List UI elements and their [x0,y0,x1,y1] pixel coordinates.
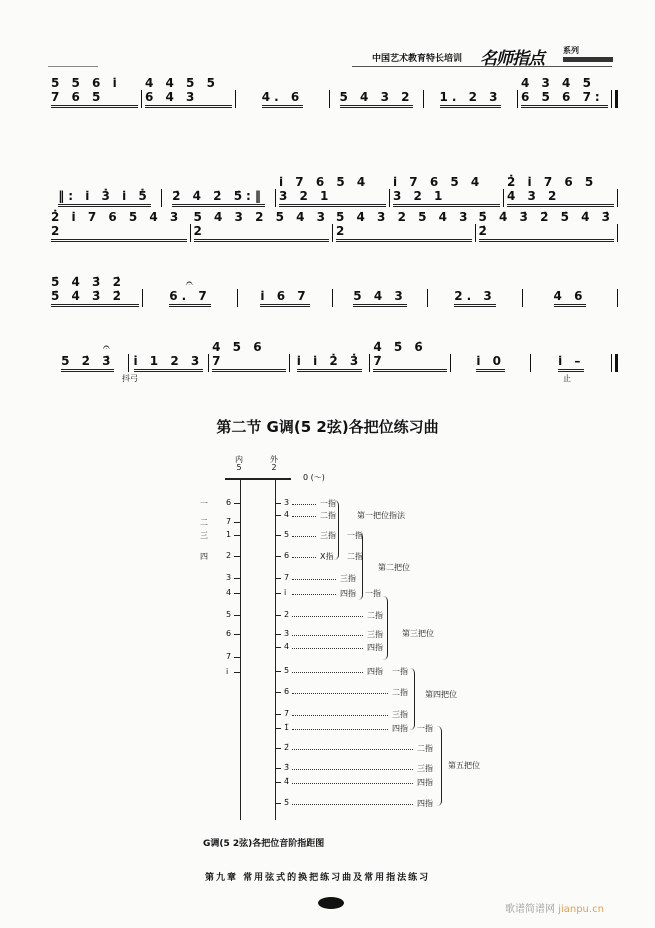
inner-note: 5 [226,610,232,619]
measure [48,76,141,108]
fret-tick [275,803,281,804]
measure [370,340,450,372]
position-brace [410,668,415,730]
outer-note: i̇ [284,588,287,597]
measure-notes: 5 4 3 2 5 4 3 2 [336,210,472,242]
section-title: 第二节 G调(5 2弦)各把位练习曲 [216,418,439,436]
measure-notes: 2̇ i̇ 7 6 5 4 3 2 [507,175,614,207]
measure-notes: 2. 3 [454,289,495,307]
fret-tick [275,782,281,783]
fret-tick [275,535,281,536]
dotted-guide [292,693,388,694]
watermark [505,900,604,915]
inner-tuning: 5 [236,463,242,472]
finger-label: 四指 [367,643,383,652]
finger-numeral: 四 [200,552,208,561]
outer-note: 6̇ [284,687,290,696]
fret-tick [275,692,281,693]
fret-tick [275,647,281,648]
inner-note: 6 [226,629,232,638]
measure-notes: i̇ 7 6 5 4 3 2 1 [279,175,386,207]
measure-notes: ‖: i̇ 3̇ i̇ 5̇ [58,189,150,207]
dotted-guide [292,804,413,805]
outer-note: 4̇ [284,642,290,651]
finger-label: 三指 [320,531,336,540]
measure-notes: 4 3 4 5 6 5 6 7: [521,76,608,108]
inner-note: 1 [226,530,232,539]
inner-note: 7 [226,517,232,526]
outer-note: 2̈ [284,743,290,752]
fret-tick [234,593,240,594]
chapter-footer: 第九章 常用弦式的换把练习曲及常用指法练习 [205,873,431,883]
position-brace [334,500,339,560]
inner-note: 7 [226,652,232,661]
measure-notes: 5 4 3 2 [340,90,414,108]
finger-label: 二指 [320,511,336,520]
outer-note: 3 [284,498,290,507]
measure-notes: i̇ 6 7 [260,289,309,307]
measure [333,210,475,242]
finger-label: 四指 [340,589,356,598]
measure [142,76,235,108]
measure [523,289,617,307]
measure [390,175,503,207]
dotted-guide [292,504,316,505]
measure-notes: 5 4 3 [353,289,406,307]
finger-label: 二指 [392,688,408,697]
end-bar-line [611,90,618,108]
dotted-guide [292,579,336,580]
end-bar-line [617,289,618,307]
dotted-guide [292,536,316,537]
outer-note: 4̈ [284,777,290,786]
outer-note: 7̇ [284,709,290,718]
measure-notes: 4. 6 [262,90,303,108]
position-label: 第一把位指法 [357,511,405,520]
finger-numeral: 一 [200,499,208,508]
dotted-guide [292,769,413,770]
inner-note: 4 [226,588,232,597]
measure [290,354,370,372]
measure-notes: i 1 2 3 [134,354,204,372]
measure [504,175,617,207]
dotted-guide [292,749,413,750]
fret-tick [234,556,240,557]
dotted-guide [292,557,316,558]
finger-label: 二指 [347,552,363,561]
outer-note: 2̇ [284,610,290,619]
outer-note: 7 [284,573,290,582]
outer-note: 4 [284,510,290,519]
outer-note: 5̈ [284,798,290,807]
inner-string-header [235,456,243,472]
fret-tick [234,578,240,579]
fret-tick [275,593,281,594]
finger-label: 一指 [320,499,336,508]
stop-annotation: 止 [563,374,571,383]
header-rule-left [48,66,98,67]
measure [518,76,611,108]
position-label: 第二把位 [378,563,410,572]
finger-label: 三指 [367,630,383,639]
measure [162,189,275,207]
end-bar-line [611,354,618,372]
dotted-guide [292,635,363,636]
measure-notes: 5 2̇ 3̇ [61,354,114,372]
fret-tick [234,657,240,658]
finger-label: 四指 [392,724,408,733]
measure-notes: 4 4 5 5 6 4 3 [145,76,232,108]
finger-label: 一指 [417,724,433,733]
measure [209,340,289,372]
inner-note: i̇ [226,667,229,676]
outer-note: 6 [284,551,290,560]
finger-label: 三指 [340,574,356,583]
fret-tick [234,503,240,504]
measure-notes: 4 6 [554,289,587,307]
finger-label: 四指 [417,799,433,808]
fret-tick [275,615,281,616]
open-string-label: 0 (〜) [303,473,325,482]
inner-label: 内 [235,455,243,464]
measure-notes: 5̇ 4̇ 3̇ 2̇ 5̇ 4̇ 3̇ 2̇ [479,210,615,242]
dotted-guide [292,516,316,517]
fermata-mark-1: 𝄐 [186,276,193,290]
finger-label: 二指 [417,744,433,753]
position-label: 第五把位 [448,761,480,770]
brand-subtitle-bar [563,57,613,62]
fret-tick [275,578,281,579]
measure [451,354,531,372]
watermark-cn: 歌谱简谱网 [505,904,555,915]
fret-tick [275,671,281,672]
fret-tick [234,615,240,616]
measure [48,210,190,242]
fret-tick [275,503,281,504]
inner-string-line [240,478,241,820]
end-bar-line [617,224,618,242]
fret-tick [275,515,281,516]
measure-notes: i̇ i̇ 2̇ 3̇ [297,354,362,372]
score-line [48,210,618,242]
outer-string-header [270,456,278,472]
fret-tick [234,522,240,523]
brand-logo: 名师指点 [480,49,544,69]
fret-tick [275,748,281,749]
outer-label: 外 [270,455,278,464]
outer-note: 1̈ [284,723,290,732]
fret-tick [234,672,240,673]
dotted-guide [292,715,388,716]
measure-notes: 1. 2 3 [440,90,502,108]
diagram-caption: G调(5 2弦)各把位音阶指距图 [203,839,325,849]
finger-numeral: 三 [200,531,208,540]
measure [191,210,333,242]
inner-note: 6 [226,498,232,507]
finger-label: 二指 [367,611,383,620]
dotted-guide [292,672,363,673]
fret-tick [275,728,281,729]
score-line [48,275,618,307]
finger-label: 一指 [392,667,408,676]
measure [531,354,611,372]
page-number-blot [318,897,344,909]
nut-line [225,478,291,480]
measure [48,275,142,307]
inner-note: 3 [226,573,232,582]
measure [238,289,332,307]
measure-notes: 4̇ 5̇ 6̇ 7̇ [373,340,447,372]
brand-suffix: 系列 [563,46,579,55]
dotted-guide [292,594,336,595]
measure [424,90,517,108]
finger-label: 三指 [392,710,408,719]
position-label: 第四把位 [425,690,457,699]
score-line [48,340,618,372]
measure [428,289,522,307]
dotted-guide [292,616,363,617]
measure-notes: i̇ – [558,354,584,372]
finger-label: 一指 [347,531,363,540]
measure-notes: 2̇ 4̇ 2̇ 5̇:‖ [172,189,265,207]
finger-label: 一指 [365,589,381,598]
dotted-guide [292,783,413,784]
outer-note: 5 [284,530,290,539]
finger-label: 四指 [417,778,433,787]
dotted-guide [292,648,363,649]
measure [48,354,128,372]
fret-tick [275,714,281,715]
fret-tick [234,634,240,635]
finger-label: X指 [320,552,334,561]
dotted-guide [292,729,388,730]
score-line [48,175,618,207]
position-label: 第三把位 [402,629,434,638]
finger-label: 四指 [367,667,383,676]
fret-tick [275,556,281,557]
outer-tuning: 2 [271,463,277,472]
measure [476,210,618,242]
measure [129,354,209,372]
measure [330,90,423,108]
outer-note: 5̇ [284,666,290,675]
measure [236,90,329,108]
inner-note: 2 [226,551,232,560]
measure-notes: 5̇ 4̇ 3̇ 2̇ 5̇ 4̇ 3̇ 2̇ [51,275,139,307]
measure-notes: 5 4 3 2 5 4 3 2 [194,210,330,242]
fermata-mark-2: 𝄐 [103,340,110,354]
position-brace [437,726,442,806]
measure [276,175,389,207]
measure-notes: 2̇ i̇ 7 6 5 4 3 2 [51,210,187,242]
measure [48,189,161,207]
measure-notes: 5 5 6 i̇ 7 6 5 [51,76,138,108]
series-title: 中国艺术教育特长培训 [372,54,463,64]
fret-tick [275,768,281,769]
outer-note: 3̇ [284,629,290,638]
fret-tick [234,535,240,536]
position-brace [383,596,388,660]
watermark-url: jianpu.cn [558,904,604,915]
measure [333,289,427,307]
vibrato-annotation: 抖弓 [122,374,138,383]
measure-notes: 6. 7 [169,289,210,307]
measure-notes: i̇ 7 6 5 4 3 2 1 [393,175,500,207]
measure-notes: i̇ 0 [476,354,505,372]
end-bar-line [617,189,618,207]
measure-notes: 4 5 6 7 [212,340,286,372]
fret-tick [275,634,281,635]
outer-note: 3̈ [284,763,290,772]
finger-numeral: 二 [200,518,208,527]
position-brace [358,532,363,600]
measure [143,289,237,307]
finger-label: 三指 [417,764,433,773]
score-line [48,76,618,108]
